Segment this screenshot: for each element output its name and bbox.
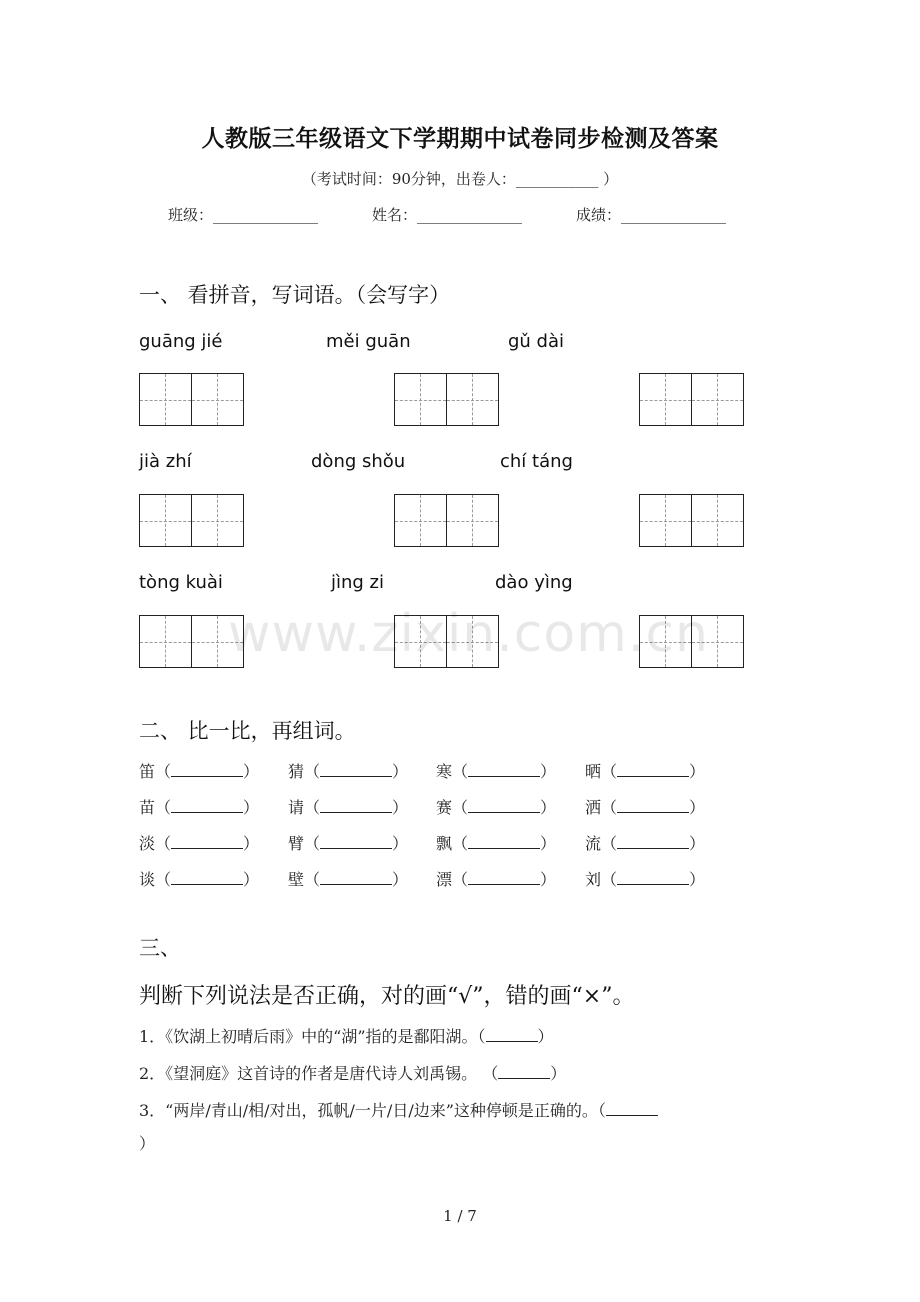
section-2-heading: 二、 比一比，再组词。	[139, 719, 356, 743]
compare-close: ）	[243, 870, 260, 889]
compare-close: ）	[689, 762, 706, 781]
answer-blank[interactable]	[171, 834, 243, 849]
answer-blank[interactable]	[617, 762, 689, 777]
compare-close: ）	[540, 870, 557, 889]
compare-close: ）	[540, 834, 557, 853]
tianzige-box[interactable]	[394, 494, 499, 547]
compare-char: 臂（	[288, 834, 321, 853]
compare-close: ）	[689, 870, 706, 889]
answer-blank[interactable]	[320, 834, 392, 849]
compare-item	[585, 795, 705, 818]
score-field: 成绩：______________	[576, 206, 727, 224]
compare-close: ）	[392, 870, 409, 889]
compare-char: 壁（	[288, 870, 321, 889]
answer-blank[interactable]	[498, 1064, 550, 1079]
compare-item	[585, 867, 705, 890]
answer-blank[interactable]	[606, 1101, 658, 1116]
compare-close: ）	[689, 834, 706, 853]
compare-item	[288, 795, 408, 818]
compare-item	[139, 867, 259, 890]
pinyin-label: gǔ dài	[508, 331, 565, 352]
tianzige-box[interactable]	[639, 373, 744, 426]
question-text: 2．《望洞庭》这首诗的作者是唐代诗人刘禹锡。 （	[139, 1064, 499, 1083]
class-field: 班级：______________	[168, 206, 319, 224]
compare-char: 苗（	[139, 798, 172, 817]
section-3-instruction: 判断下列说法是否正确，对的画“√”，错的画“×”。	[139, 984, 635, 1009]
compare-char: 漂（	[436, 870, 469, 889]
compare-char: 洒（	[585, 798, 618, 817]
compare-close: ）	[540, 762, 557, 781]
question-1	[139, 1024, 554, 1047]
compare-item	[288, 759, 408, 782]
answer-blank[interactable]	[468, 870, 540, 885]
pinyin-label: jìng zi	[331, 572, 385, 593]
compare-char: 寒（	[436, 762, 469, 781]
compare-close: ）	[540, 798, 557, 817]
compare-close: ）	[243, 798, 260, 817]
compare-char: 晒（	[585, 762, 618, 781]
pinyin-label: dào yìng	[495, 572, 573, 593]
compare-char: 笛（	[139, 762, 172, 781]
question-2	[139, 1061, 566, 1084]
answer-blank[interactable]	[171, 798, 243, 813]
exam-subtitle: （考试时间：90分钟，出卷人：___________ ）	[301, 170, 619, 188]
question-3-close: ）	[139, 1134, 156, 1153]
answer-blank[interactable]	[468, 798, 540, 813]
question-text: 1．《饮湖上初晴后雨》中的“湖”指的是鄱阳湖。（	[139, 1027, 486, 1046]
compare-item	[436, 795, 556, 818]
compare-char: 淡（	[139, 834, 172, 853]
answer-blank[interactable]	[171, 870, 243, 885]
pinyin-label: tòng kuài	[139, 572, 223, 593]
compare-char: 猜（	[288, 762, 321, 781]
compare-close: ）	[689, 798, 706, 817]
tianzige-box[interactable]	[394, 373, 499, 426]
answer-blank[interactable]	[468, 834, 540, 849]
question-3	[139, 1098, 658, 1121]
compare-item	[585, 759, 705, 782]
compare-close: ）	[243, 762, 260, 781]
answer-blank[interactable]	[617, 834, 689, 849]
compare-item	[139, 831, 259, 854]
compare-item	[288, 831, 408, 854]
question-close: ）	[550, 1064, 567, 1083]
compare-char: 谈（	[139, 870, 172, 889]
page-number: 1 / 7	[443, 1207, 477, 1225]
tianzige-box[interactable]	[139, 373, 244, 426]
pinyin-label: guāng jié	[139, 331, 223, 352]
compare-close: ）	[392, 762, 409, 781]
pinyin-label: měi guān	[326, 331, 411, 352]
page-title: 人教版三年级语文下学期期中试卷同步检测及答案	[201, 125, 719, 152]
answer-blank[interactable]	[617, 870, 689, 885]
answer-blank[interactable]	[320, 870, 392, 885]
compare-char: 刘（	[585, 870, 618, 889]
name-field: 姓名：______________	[372, 206, 523, 224]
compare-close: ）	[392, 798, 409, 817]
section-1-heading: 一、 看拼音，写词语。（会写字）	[139, 283, 451, 307]
compare-char: 飘（	[436, 834, 469, 853]
compare-close: ）	[243, 834, 260, 853]
section-3-heading: 三、	[139, 936, 181, 960]
compare-char: 请（	[288, 798, 321, 817]
answer-blank[interactable]	[320, 762, 392, 777]
answer-blank[interactable]	[468, 762, 540, 777]
compare-item	[585, 831, 705, 854]
pinyin-label: chí táng	[500, 451, 573, 472]
tianzige-box[interactable]	[639, 494, 744, 547]
pinyin-label: dòng shǒu	[311, 451, 406, 472]
tianzige-box[interactable]	[139, 494, 244, 547]
watermark: www.zixin.com.cn	[228, 604, 709, 664]
question-text: 3．“两岸/青山/相/对出，孤帆/一片/日/边来”这种停顿是正确的。（	[139, 1101, 606, 1120]
compare-item	[288, 867, 408, 890]
compare-item	[139, 795, 259, 818]
answer-blank[interactable]	[320, 798, 392, 813]
compare-item	[436, 831, 556, 854]
compare-close: ）	[392, 834, 409, 853]
compare-char: 流（	[585, 834, 618, 853]
compare-item	[436, 867, 556, 890]
compare-item	[436, 759, 556, 782]
question-close: ）	[537, 1027, 554, 1046]
compare-char: 赛（	[436, 798, 469, 817]
answer-blank[interactable]	[171, 762, 243, 777]
compare-item	[139, 759, 259, 782]
answer-blank[interactable]	[617, 798, 689, 813]
answer-blank[interactable]	[486, 1027, 538, 1042]
pinyin-label: jià zhí	[139, 451, 192, 472]
